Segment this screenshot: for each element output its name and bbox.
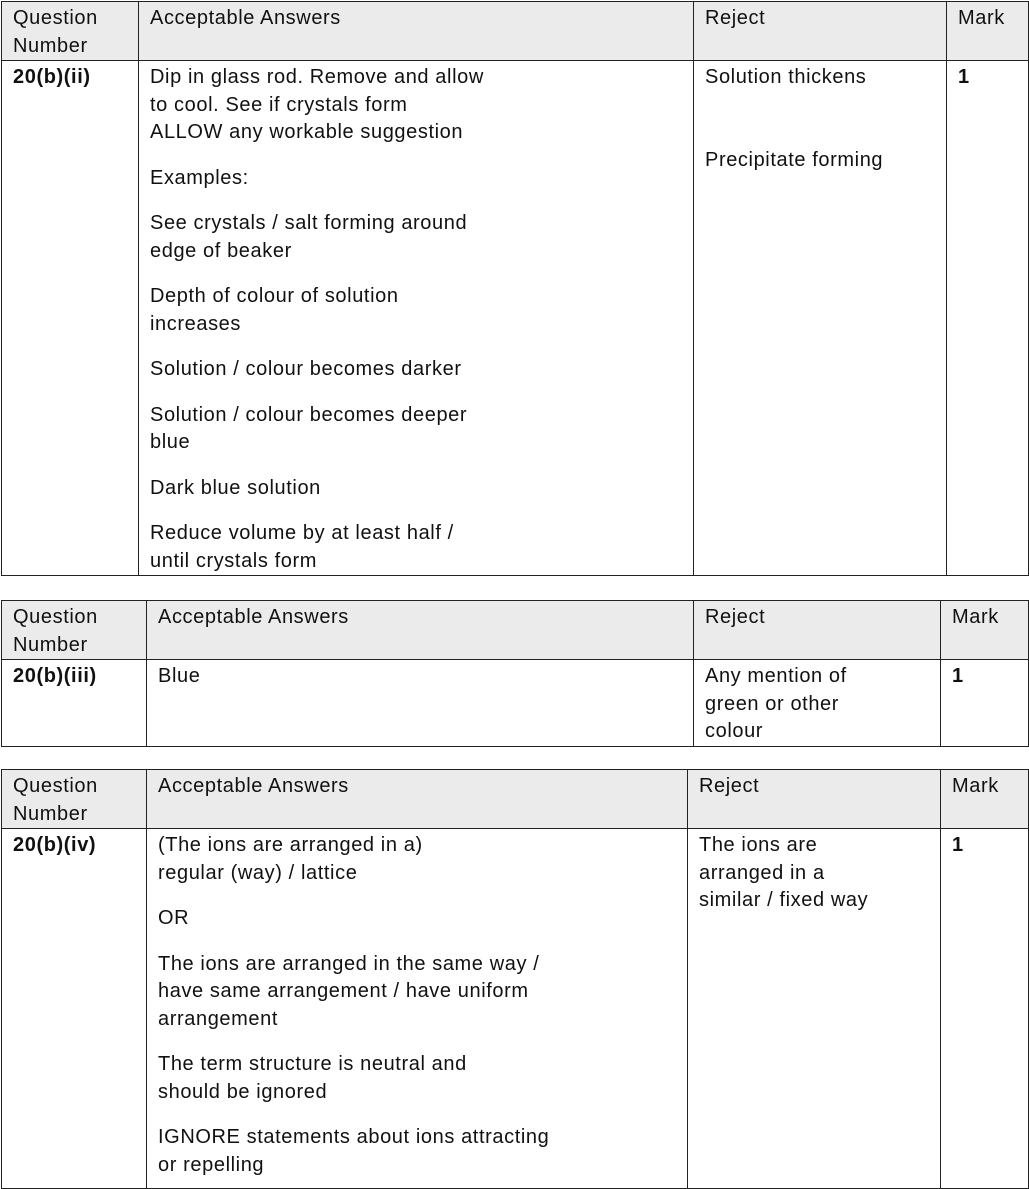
reject-text: Solution thickens <box>705 66 867 88</box>
mark-header: Mark <box>947 2 1029 61</box>
question-number-header <box>2 770 147 829</box>
mark-scheme-table-20biii <box>1 600 1029 747</box>
reject-header: Reject <box>694 2 947 61</box>
answer-text: OR <box>158 907 190 929</box>
reject-cell <box>688 829 941 1189</box>
reject-text: Any mention of green or other colour <box>705 665 847 742</box>
answer-text: Solution / colour becomes darker <box>150 358 462 380</box>
answer-text: Dip in glass rod. Remove and allow to cool. See if crystals form ALLOW any workable suggestion <box>150 66 484 143</box>
answer-text: Examples: <box>150 166 249 189</box>
question-number-header-text: Question Number <box>13 775 98 825</box>
answer-row <box>2 660 1029 747</box>
answer-text: Blue <box>158 665 201 687</box>
header-row <box>2 601 1029 660</box>
answer-text: Reduce volume by at least half / until crystals form <box>150 522 454 572</box>
answer-text: The ions are arranged in the same way / have same arrangement / have uniform arrangement <box>158 952 540 1030</box>
mark-scheme-table-20bii <box>1 1 1029 576</box>
mark-header: Mark <box>941 601 1029 660</box>
header-row <box>2 770 1029 829</box>
question-number-header-text: Question Number <box>13 606 98 656</box>
answer-row <box>2 61 1029 576</box>
question-number: 20(b)(iii) <box>2 660 147 747</box>
question-number-header <box>2 601 147 660</box>
reject-cell <box>694 61 947 576</box>
answer-text: See crystals / salt forming around edge of beaker <box>150 212 468 262</box>
mark-header: Mark <box>941 770 1029 829</box>
reject-header: Reject <box>688 770 941 829</box>
reject-text: The ions are arranged in a similar / fixed way <box>699 834 869 911</box>
answer-text: Solution / colour becomes deeper blue <box>150 403 468 453</box>
reject-text: Precipitate forming <box>705 148 884 171</box>
mark-value: 1 <box>941 829 1029 1189</box>
header-row <box>2 2 1029 61</box>
answer-row <box>2 829 1029 1189</box>
acceptable-answers-header: Acceptable Answers <box>147 770 688 829</box>
acceptable-answers-header: Acceptable Answers <box>147 601 694 660</box>
mark-value: 1 <box>947 61 1029 576</box>
mark-value: 1 <box>941 660 1029 747</box>
acceptable-answers-cell <box>147 829 688 1189</box>
mark-scheme-table-20biv <box>1 769 1029 1189</box>
answer-text: (The ions are arranged in a) regular (way) / lattice <box>158 834 423 884</box>
answer-text: IGNORE statements about ions attracting or repelling <box>158 1126 550 1176</box>
acceptable-answers-cell <box>147 660 694 747</box>
reject-header: Reject <box>694 601 941 660</box>
acceptable-answers-cell <box>139 61 694 576</box>
question-number-header-text: Question Number <box>13 7 98 57</box>
reject-cell <box>694 660 941 747</box>
question-number-header <box>2 2 139 61</box>
answer-text: The term structure is neutral and should be ignored <box>158 1053 467 1103</box>
answer-text: Depth of colour of solution increases <box>150 285 399 335</box>
question-number: 20(b)(iv) <box>2 829 147 1189</box>
acceptable-answers-header: Acceptable Answers <box>139 2 694 61</box>
answer-text: Dark blue solution <box>150 476 321 499</box>
question-number: 20(b)(ii) <box>2 61 139 576</box>
